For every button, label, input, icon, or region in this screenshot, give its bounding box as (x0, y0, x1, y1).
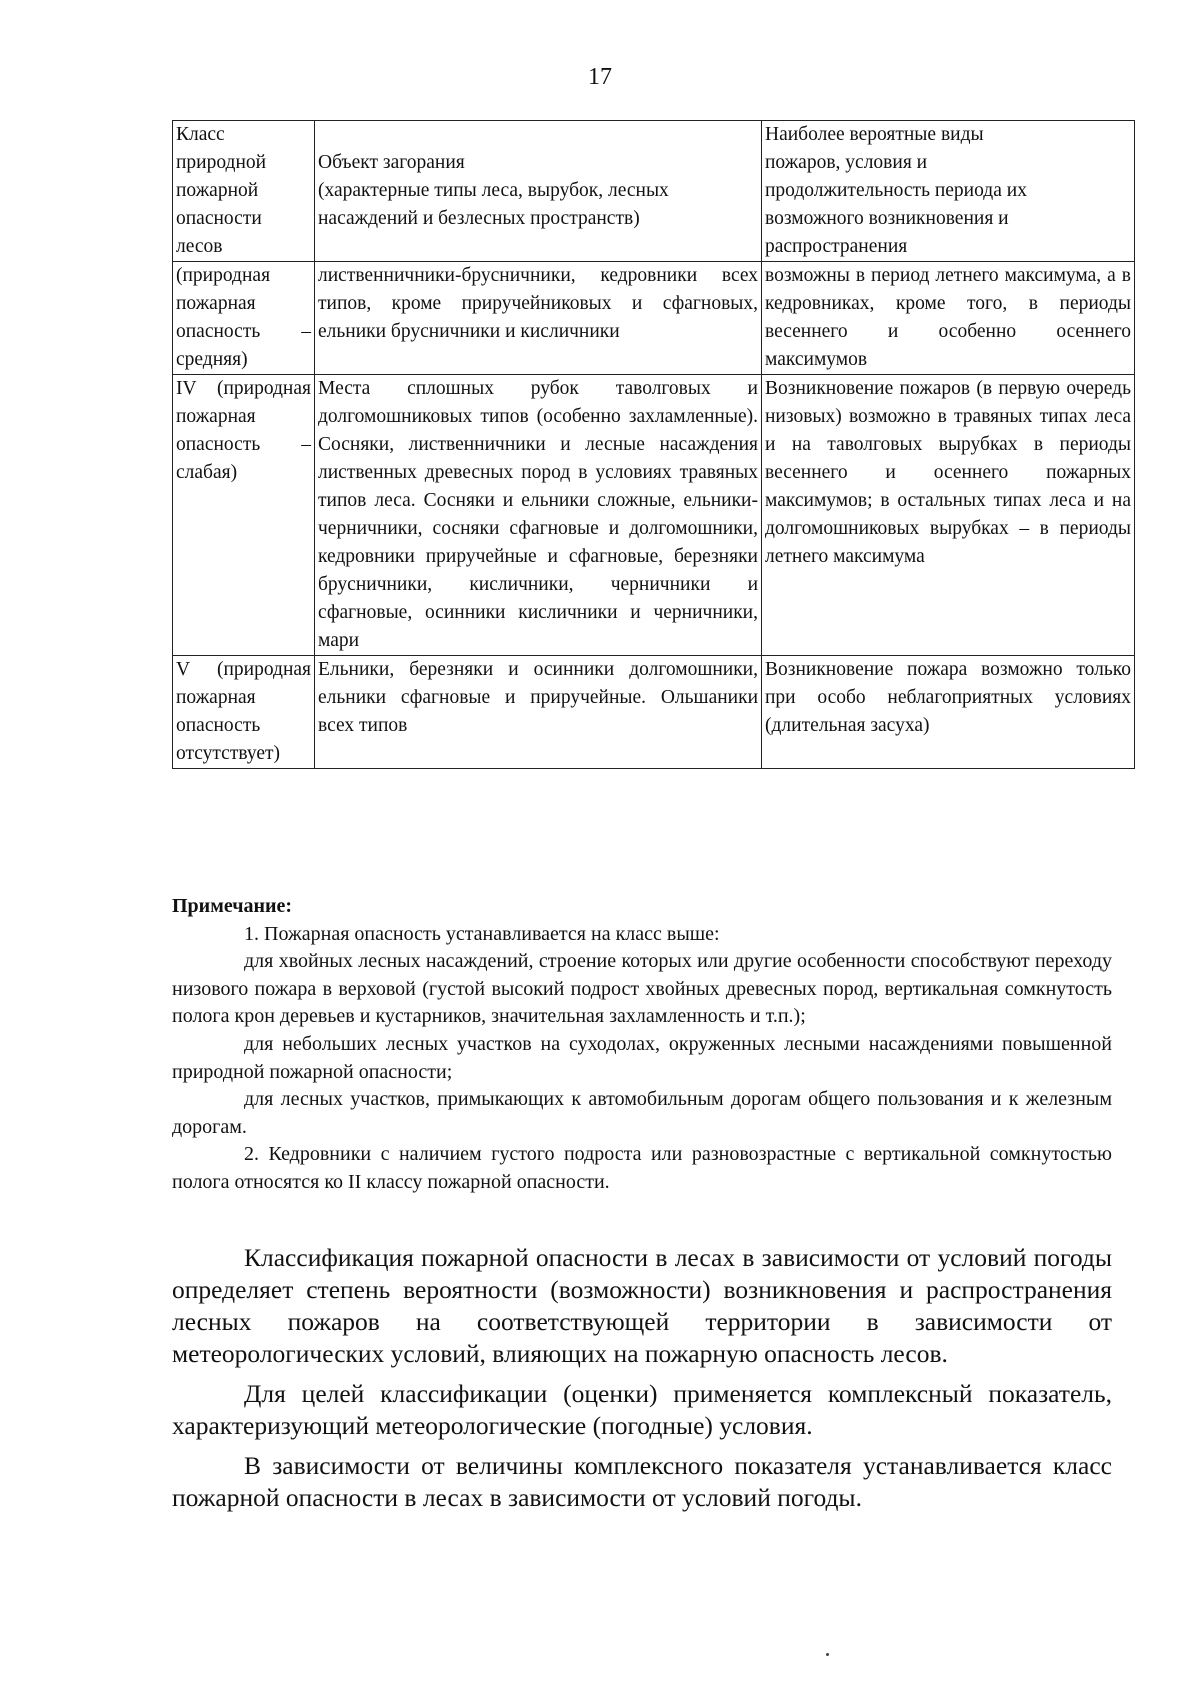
header-class-cell (173, 121, 315, 262)
object-cell: Места сплошных рубок таволговых и долгомошниковых типов (особенно захламленные). Сосняки, лиственничники и лесные насаждения лиственных древесных пород в условиях травяных типов леса. Сосняки и ельники сложные, ельники-черничники, сосняки сфагновые и долгомошники, кедровники приручейные и сфагновые, березняки брусничники, кисличники, черничники и сфагновые, осинники кисличники и черничники, мари (315, 375, 762, 656)
class-cell: V (природная пожарная опасность отсутствует) (173, 656, 315, 769)
header-class-line: опасности (176, 208, 262, 229)
header-fire-line: возможного возникновения и (765, 208, 1009, 229)
note-paragraph: для небольших лесных участков на суходолах, окруженных лесными насаждениями повышенной природной пожарной опасности; (172, 1032, 1112, 1083)
class-cell: IV (природная пожарная опасность – слабая) (173, 375, 315, 656)
fire-cell: возможны в период летнего максимума, а в кедровниках, кроме того, в периоды весеннего и особенно осеннего максимумов (762, 262, 1135, 375)
header-fire-cell (762, 121, 1135, 262)
body-paragraph: Классификация пожарной опасности в лесах в зависимости от условий погоды определяет степень вероятности (возможности) возникновения и распространения лесных пожаров на соответствующей территории в зависимости от метеорологических условий, влияющих на пожарную опасность лесов. (172, 1243, 1112, 1368)
fire-danger-table (172, 120, 1135, 769)
header-object-line: (характерные типы леса, вырубок, лесных (318, 180, 669, 201)
header-fire-line: продолжительность периода их (765, 180, 1027, 201)
body-paragraph: Для целей классификации (оценки) применяется комплексный показатель, характеризующий метеорологические (погодные) условия. (172, 1379, 1112, 1440)
object-cell: лиственничники-брусничники, кедровники всех типов, кроме приручейниковых и сфагновых, ельники брусничники и кисличники (315, 262, 762, 375)
note-block (172, 893, 1112, 1197)
header-object-line: насаждений и безлесных пространств) (318, 208, 640, 229)
table-row (173, 656, 1135, 769)
fire-cell: Возникновение пожаров (в первую очередь низовых) возможно в травяных типах леса и на таволговых вырубках в периоды весеннего и осеннего пожарных максимумов; в остальных типах леса и на долгомошниковых вырубках – в периоды летнего максимума (762, 375, 1135, 656)
fire-cell: Возникновение пожара возможно только при особо неблагоприятных условиях (длительная засуха) (762, 656, 1135, 769)
scan-speck (826, 1653, 829, 1656)
header-fire-line: пожаров, условия и (765, 152, 928, 173)
table-header-row (173, 121, 1135, 262)
header-class-line: Класс (176, 124, 225, 145)
note-paragraph: 1. Пожарная опасность устанавливается на класс выше: (244, 922, 720, 945)
class-cell: (природная пожарная опасность – средняя) (173, 262, 315, 375)
page-number: 17 (588, 64, 612, 90)
table-row (173, 375, 1135, 656)
header-fire-line: распространения (765, 236, 908, 257)
header-object-cell (315, 121, 762, 262)
note-paragraph: для хвойных лесных насаждений, строение которых или другие особенности способствуют переходу низового пожара в верховой (густой высокий подрост хвойных древесных пород, вертикальная сомкнутость полога крон деревьев и кустарников, значительная захламленность и т.п.); (172, 950, 1112, 1028)
note-paragraph: для лесных участков, примыкающих к автомобильным дорогам общего пользования и к железным дорогам. (172, 1088, 1112, 1138)
body-text (172, 1242, 1112, 1522)
header-class-line: лесов (176, 236, 223, 257)
header-fire-line: Наиболее вероятные виды (765, 124, 984, 145)
note-paragraph: 2. Кедровники с наличием густого подроста или разновозрастные с вертикальной сомкнутостью полога относятся ко II классу пожарной опасности. (172, 1143, 1112, 1193)
note-title: Примечание: (172, 895, 293, 917)
object-cell: Ельники, березняки и осинники долгомошники, ельники сфагновые и приручейные. Ольшаники всех типов (315, 656, 762, 769)
header-class-line: пожарной (176, 180, 259, 201)
header-class-line: природной (176, 152, 267, 173)
body-paragraph: В зависимости от величины комплексного показателя устанавливается класс пожарной опасности в лесах в зависимости от условий погоды. (172, 1451, 1112, 1512)
table-row (173, 262, 1135, 375)
header-object-line: Объект загорания (318, 152, 465, 173)
